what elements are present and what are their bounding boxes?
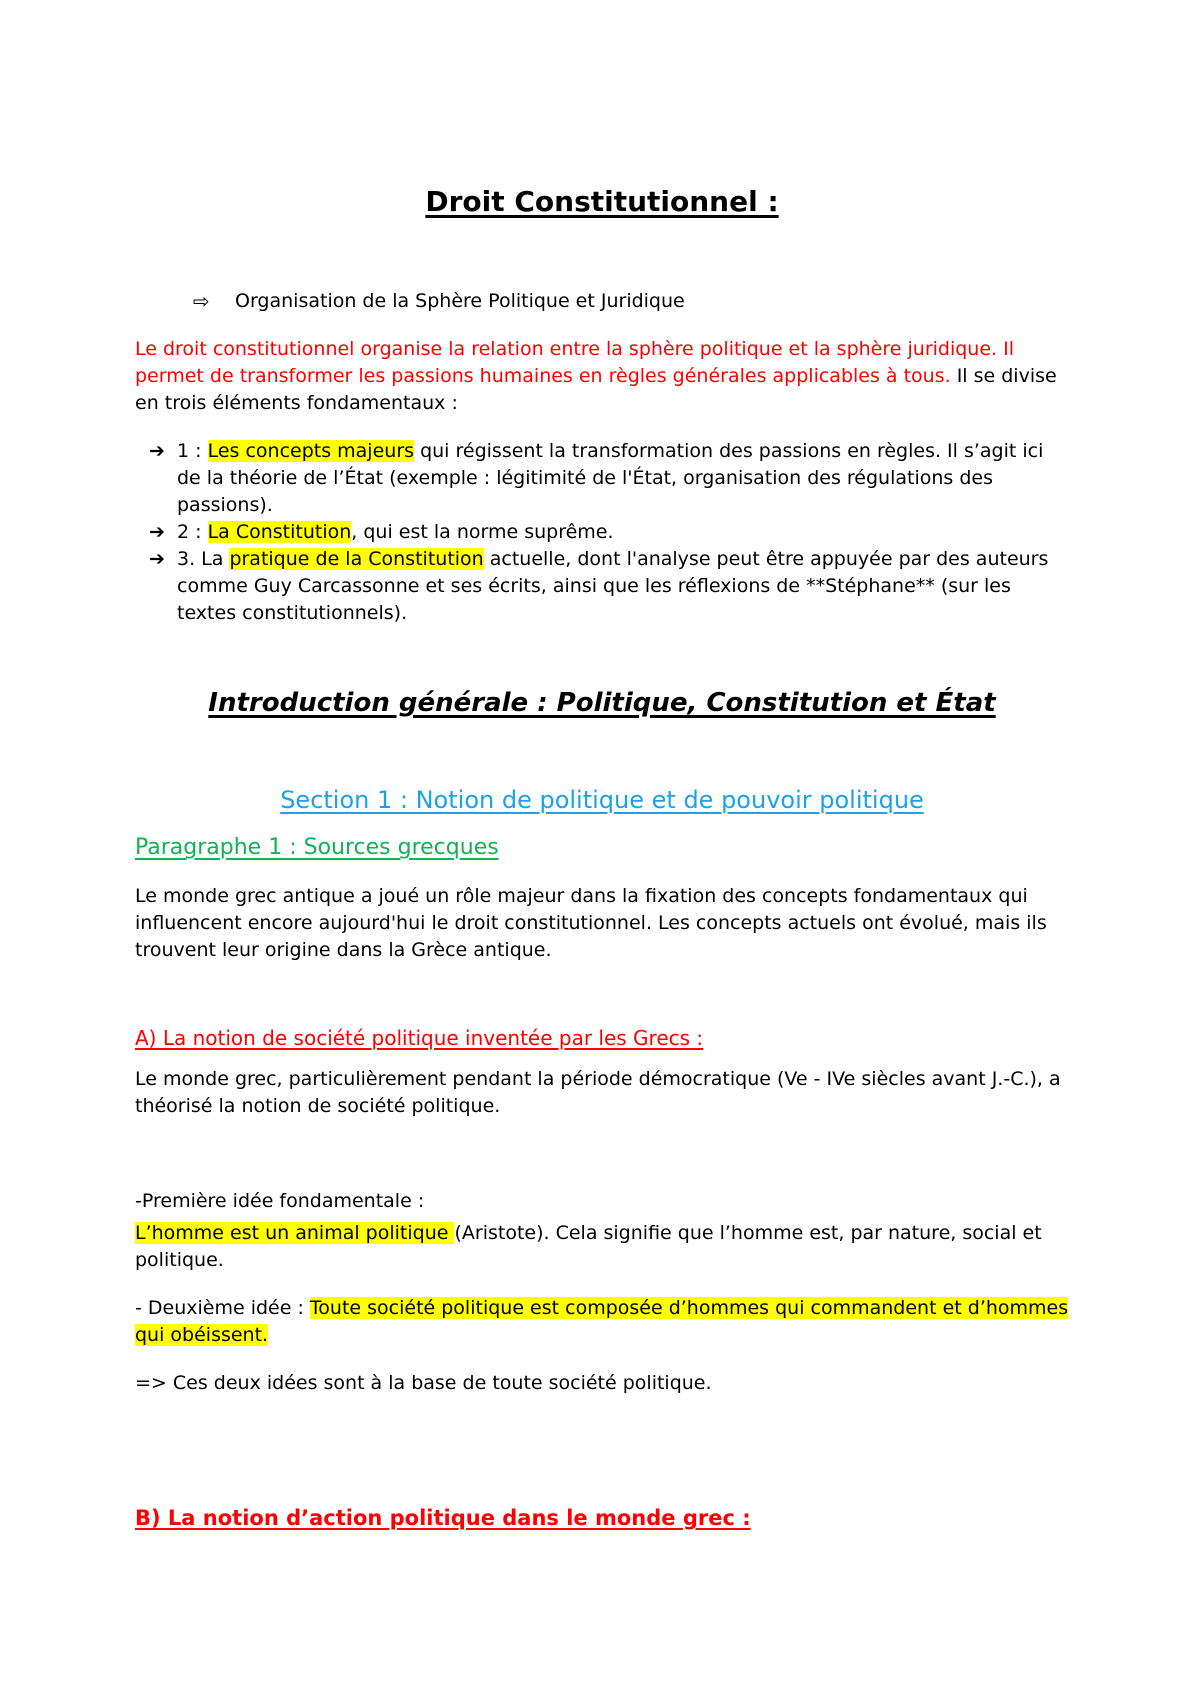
list-item (149, 438, 1069, 519)
lead-paragraph-black-text: Il se divise en trois éléments fondamentaux : (135, 365, 1057, 414)
lead-paragraph (135, 336, 1069, 417)
list-item (149, 546, 1069, 627)
subsection-a-heading (135, 1025, 1069, 1051)
highlighted-phrase: Les concepts majeurs (207, 440, 415, 462)
list-item-text (177, 546, 1069, 627)
heavy-arrow-icon: ➔ (149, 440, 165, 462)
paragraph-intro-greek: Le monde grec antique a joué un rôle majeur dans la fixation des concepts fondamentaux qui influencent encore aujourd'hui le droit constitutionnel. Les concepts actuels ont évolué, mais ils trouvent leur origine dans la Grèce antique. (135, 885, 1047, 961)
paragraph-heading (135, 834, 1069, 862)
list-item (149, 519, 1069, 546)
subsection-a-paragraph: Le monde grec, particulièrement pendant la période démocratique (Ve - IVe siècles avant J.-C.), a théorisé la notion de société politique. (135, 1068, 1061, 1117)
white-arrow-icon: ⇨ (193, 289, 210, 313)
first-idea-rest: (Aristote). Cela signifie que l’homme est, par nature, social et politique. (135, 1222, 1042, 1271)
heavy-arrow-icon: ➔ (149, 548, 165, 570)
list-item-text (177, 438, 1069, 519)
subsection-b-heading-text: B) La notion d’action politique dans le monde grec : (135, 1506, 751, 1530)
highlighted-phrase: La Constitution (207, 521, 352, 543)
second-idea-prefix: - Deuxième idée : (135, 1297, 310, 1319)
highlighted-phrase: L’homme est un animal politique (135, 1222, 455, 1244)
list-item-suffix: actuelle, dont l'analyse peut être appuyée par des auteurs comme Guy Carcassonne et ses écrits, ainsi que les réflexions de **Stéphane** (sur les textes constitutionnels). (177, 548, 1049, 624)
list-item-prefix: 1 : (177, 440, 208, 462)
subsection-a-heading-text: A) La notion de société politique inventée par les Grecs : (135, 1026, 704, 1050)
conclusion-line: => Ces deux idées sont à la base de toute société politique. (135, 1372, 712, 1394)
highlighted-phrase: pratique de la Constitution (229, 548, 484, 570)
lead-paragraph-red-text: Le droit constitutionnel organise la relation entre la sphère politique et la sphère juridique. Il permet de transformer les passions humaines en règles générales applicables à tous. (135, 338, 1015, 387)
first-idea-label: -Première idée fondamentale : (135, 1190, 425, 1212)
chapter-heading-text: Introduction générale : Politique, Constitution et État (208, 688, 996, 718)
section-heading-text: Section 1 : Notion de politique et de pouvoir politique (280, 786, 924, 814)
document-title-text: Droit Constitutionnel : (425, 185, 779, 218)
list-item-prefix: 2 : (177, 521, 208, 543)
list-item-suffix: qui régissent la transformation des passions en règles. Il s’agit ici de la théorie de l’État (exemple : légitimité de l'État, organisation des régulations des passions). (177, 440, 1044, 516)
document-content (135, 186, 1069, 1532)
overview-bullet-text: Organisation de la Sphère Politique et Juridique (235, 290, 685, 312)
first-idea-paragraph (135, 1220, 1069, 1274)
paragraph-heading-text: Paragraphe 1 : Sources grecques (135, 835, 499, 860)
subsection-b-heading (135, 1504, 1069, 1532)
heavy-arrow-icon: ➔ (149, 521, 165, 543)
highlighted-phrase: Toute société politique est composée d’hommes qui commandent et d’hommes qui obéissent. (135, 1297, 1069, 1346)
list-item-prefix: 3. La (177, 548, 230, 570)
document-title (135, 186, 1069, 218)
elements-list (135, 438, 1069, 627)
second-idea-paragraph (135, 1295, 1069, 1349)
list-item-text (177, 519, 614, 546)
list-item-suffix: , qui est la norme suprême. (351, 521, 614, 543)
section-heading (135, 785, 1069, 815)
overview-bullet (193, 288, 1069, 315)
chapter-heading (135, 688, 1069, 718)
